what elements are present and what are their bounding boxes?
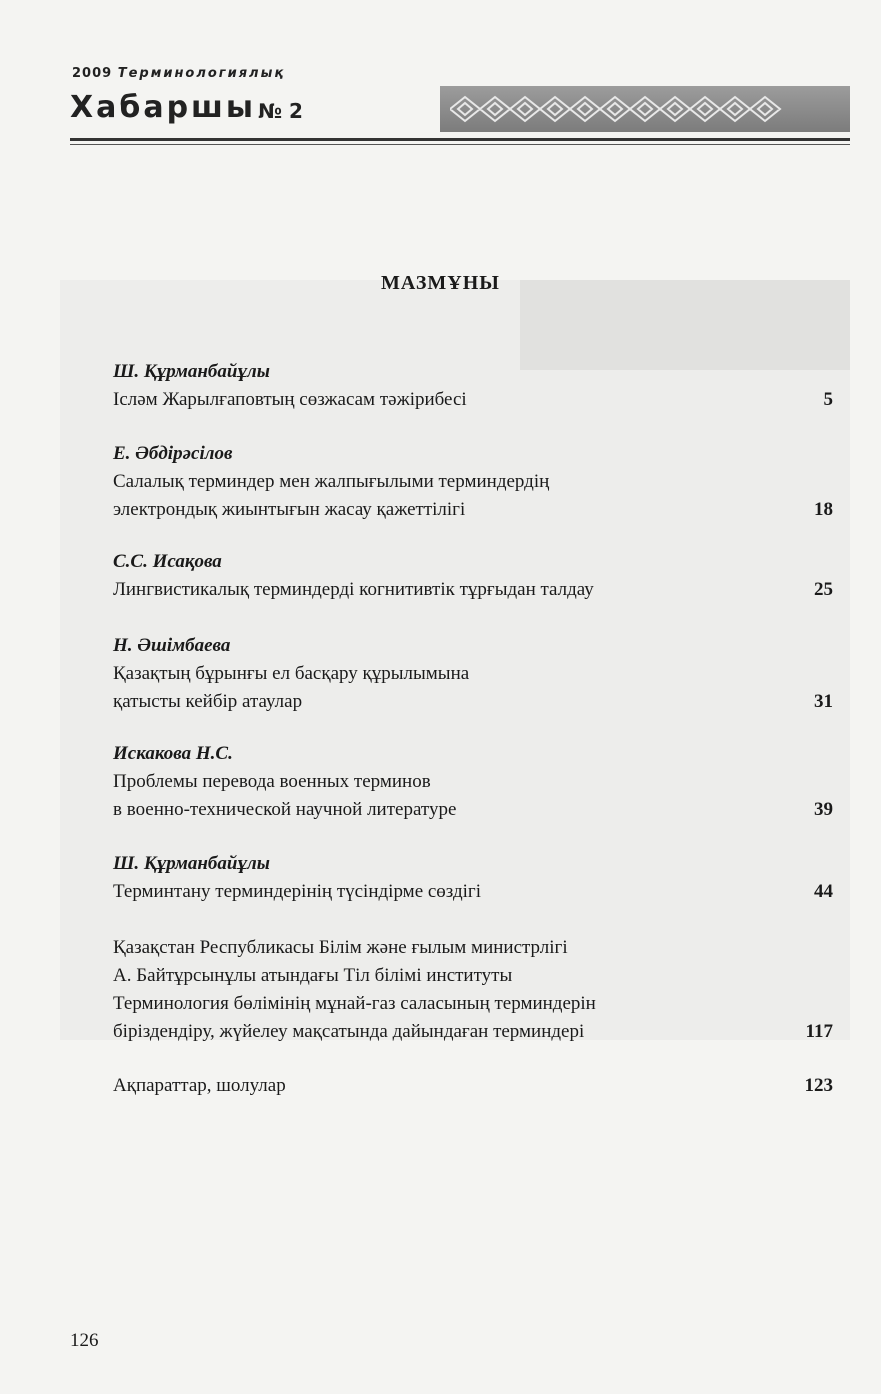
toc-entry — [113, 934, 833, 1046]
toc-entry — [113, 632, 833, 716]
toc-author: Н. Әшімбаева — [113, 635, 231, 656]
toc-author: Ш. Құрманбайұлы — [113, 361, 270, 382]
toc-entry — [113, 358, 833, 414]
toc-page: 39 — [814, 799, 833, 820]
toc-page: 123 — [804, 1075, 833, 1096]
toc-entry — [113, 548, 833, 604]
toc-title-line: Ісләм Жарылғаповтың сөзжасам тәжірибесі — [113, 389, 467, 410]
toc-title-line: Проблемы перевода военных терминов — [113, 771, 431, 792]
toc-page: 18 — [814, 499, 833, 520]
toc-page: 25 — [814, 579, 833, 600]
toc-page: 31 — [814, 691, 833, 712]
toc-page: 117 — [805, 1021, 833, 1042]
header-rule — [70, 138, 850, 141]
toc-page: 5 — [823, 389, 833, 410]
toc-author: Ш. Құрманбайұлы — [113, 853, 270, 874]
toc-title-line: біріздендіру, жүйелеу мақсатында дайындаған терминдері — [113, 1021, 585, 1042]
toc-title-line: А. Байтұрсынұлы атындағы Тіл білімі институты — [113, 965, 513, 986]
toc-author: Искакова Н.С. — [113, 743, 233, 764]
page-number: 126 — [70, 1330, 99, 1351]
toc-entry — [113, 850, 833, 906]
toc-title-line: қатысты кейбір атаулар — [113, 691, 303, 712]
toc-title-line: Қазақстан Республикасы Білім және ғылым министрлігі — [113, 937, 568, 958]
journal-title: Хабаршы — [70, 90, 257, 125]
toc-author: Е. Әбдірәсілов — [113, 443, 233, 464]
toc-title-line: Терминология бөлімінің мұнай-газ саласының терминдерін — [113, 993, 596, 1014]
toc-title-line: Лингвистикалық терминдерді когнитивтік тұрғыдан талдау — [113, 579, 594, 600]
header-year-value: 2009 — [72, 66, 113, 81]
header-rule-thin — [70, 144, 850, 145]
toc-title-line: Ақпараттар, шолулар — [113, 1075, 286, 1096]
toc-entry — [113, 740, 833, 824]
ornament-pattern-icon — [450, 90, 800, 128]
toc-title-line: электрондық жиынтығын жасау қажеттілігі — [113, 499, 466, 520]
contents-title: МАЗМҰНЫ — [381, 272, 500, 294]
toc-title-line: Терминтану терминдерінің түсіндірме сөздігі — [113, 881, 481, 902]
header-series: Терминологиялық — [117, 66, 286, 81]
header-year — [72, 66, 285, 81]
issue-number: № 2 — [258, 99, 303, 123]
toc-entry — [113, 1072, 833, 1100]
toc-entry — [113, 440, 833, 524]
toc-title-line: в военно-технической научной литературе — [113, 799, 457, 820]
toc-title-line: Салалық терминдер мен жалпығылыми терминдердің — [113, 471, 550, 492]
toc-author: С.С. Исақова — [113, 551, 222, 572]
toc-page: 44 — [814, 881, 833, 902]
toc-title-line: Қазақтың бұрынғы ел басқару құрылымына — [113, 663, 470, 684]
